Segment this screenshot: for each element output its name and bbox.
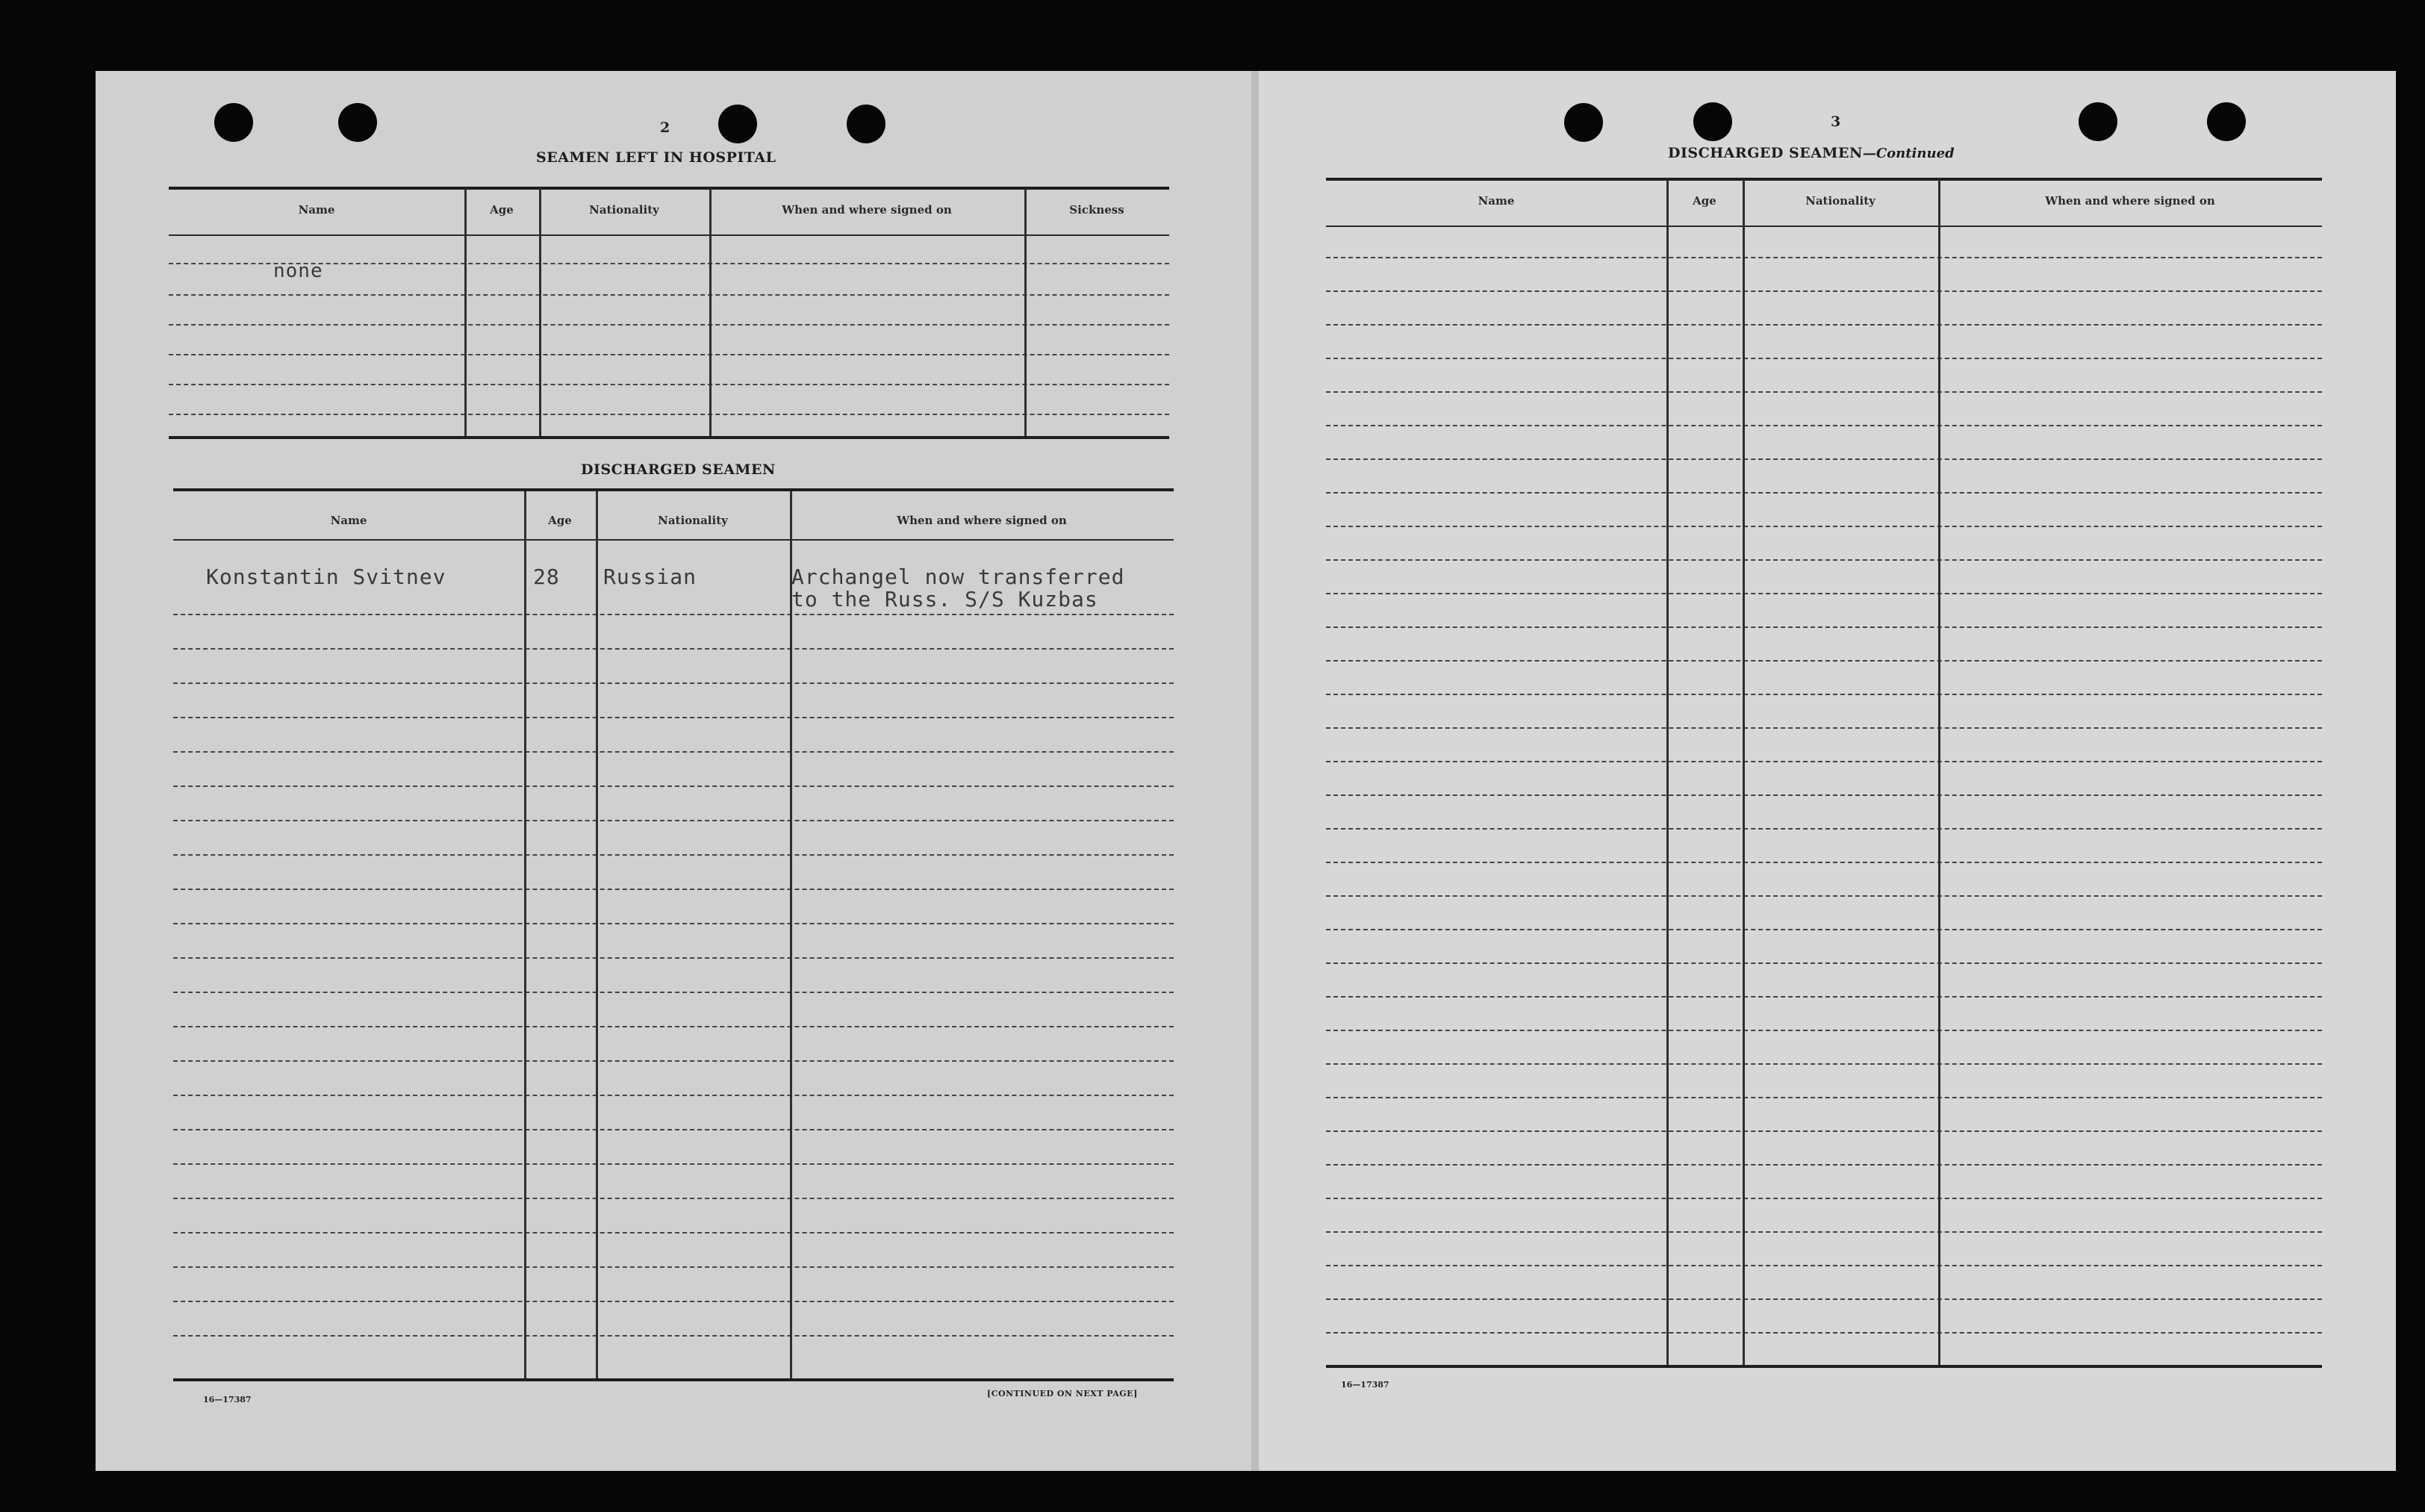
column-header-signed-on: When and where signed on	[2045, 194, 2215, 208]
discharged-table	[173, 485, 1174, 1389]
column-header-name: Name	[330, 514, 367, 527]
seaman-name: Konstantin Svitnev	[206, 564, 446, 589]
discharged-continued-title	[1668, 145, 1955, 161]
column-header-signed-on: When and where signed on	[897, 514, 1067, 527]
seaman-nationality: Russian	[603, 564, 697, 589]
title-suffix: —Continued	[1862, 146, 1955, 161]
discharged-section-title: DISCHARGED SEAMEN	[581, 461, 776, 478]
hospital-table	[169, 182, 1169, 451]
discharged-continued-table	[1326, 173, 2322, 1374]
column-header-nationality: Nationality	[658, 514, 728, 527]
seaman-signed-on-line2: to the Russ. S/S Kuzbas	[791, 587, 1098, 612]
punch-hole	[2207, 102, 2246, 141]
continued-note: [CONTINUED ON NEXT PAGE]	[987, 1389, 1138, 1399]
page-number: 2	[660, 119, 670, 136]
punch-hole	[214, 103, 253, 142]
column-header-name: Name	[298, 203, 335, 217]
form-number: 16—17387	[203, 1395, 252, 1404]
column-header-name: Name	[1478, 194, 1515, 208]
punch-hole	[2079, 102, 2117, 141]
title-main: DISCHARGED SEAMEN	[1668, 145, 1863, 161]
column-header-age: Age	[490, 203, 514, 217]
column-header-sickness: Sickness	[1069, 203, 1124, 217]
page-number: 3	[1831, 113, 1841, 130]
hospital-entry-name: none	[273, 260, 323, 282]
page-fold	[1251, 71, 1259, 1471]
punch-hole	[847, 105, 885, 143]
punch-hole	[1564, 103, 1603, 142]
form-number: 16—17387	[1341, 1380, 1389, 1390]
column-header-signed-on: When and where signed on	[782, 203, 952, 217]
punch-hole	[718, 105, 757, 143]
column-header-age: Age	[1693, 194, 1716, 208]
seaman-signed-on-line1: Archangel now transferred	[791, 564, 1125, 589]
column-header-nationality: Nationality	[589, 203, 659, 217]
punch-hole	[1693, 102, 1732, 141]
column-header-nationality: Nationality	[1805, 194, 1875, 208]
column-header-age: Age	[548, 514, 572, 527]
punch-hole	[338, 103, 377, 142]
hospital-section-title: SEAMEN LEFT IN HOSPITAL	[536, 149, 776, 166]
seaman-age: 28	[533, 564, 560, 589]
